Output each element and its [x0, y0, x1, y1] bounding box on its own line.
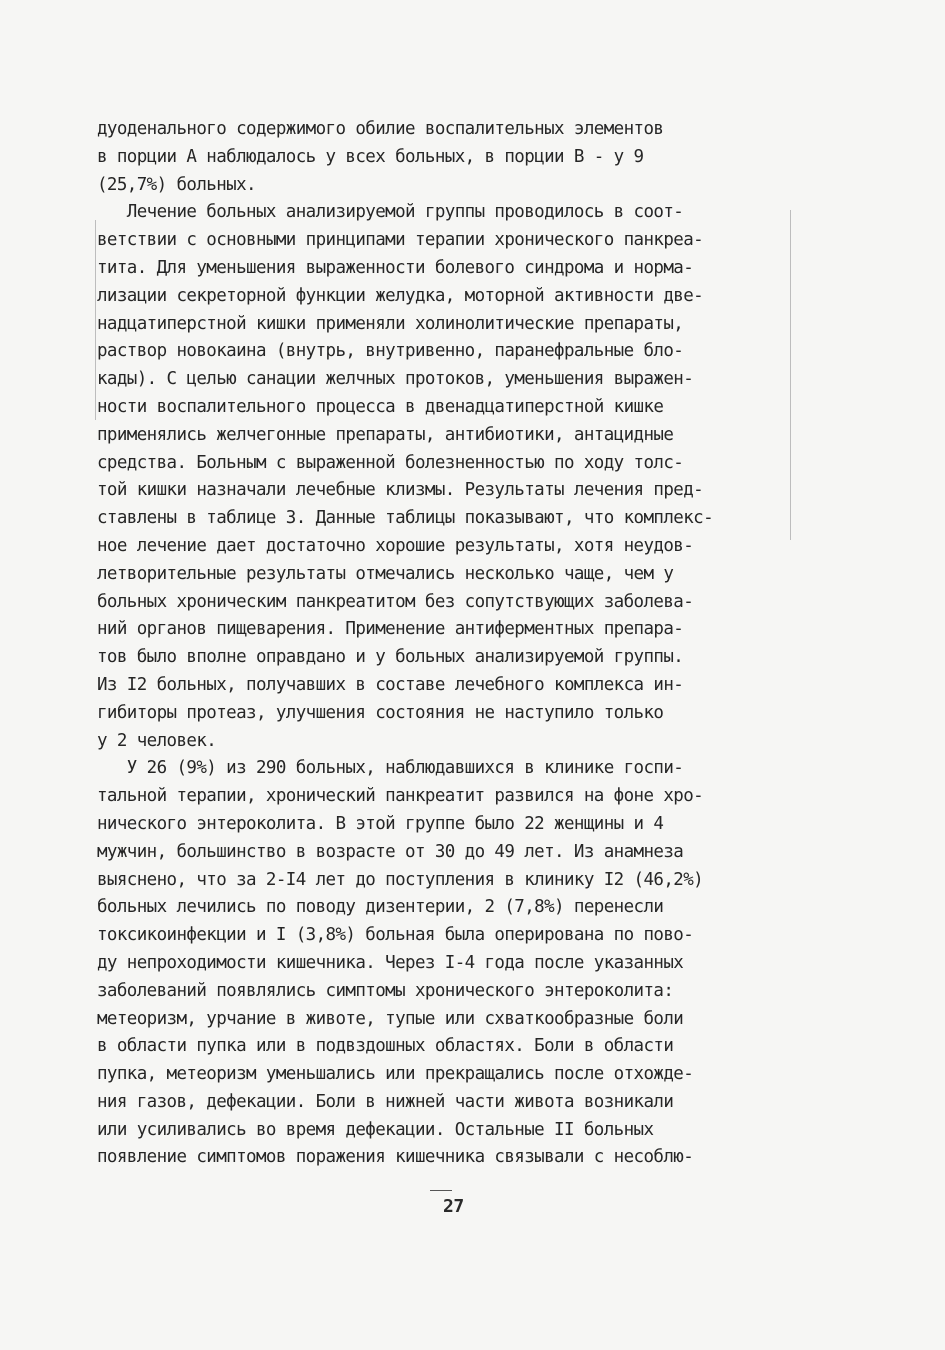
text-line: ставлены в таблице 3. Данные таблицы показывают, что комплекс- [97, 508, 714, 529]
text-line: метеоризм, урчание в животе, тупые или схваткообразные боли [97, 1008, 684, 1029]
page-number-divider [430, 1190, 452, 1191]
text-line: пупка, метеоризм уменьшались или прекращались после отхожде- [97, 1064, 694, 1085]
text-line: летворительные результаты отмечались несколько чаще, чем у [97, 563, 674, 584]
text-line: тита. Для уменьшения выраженности болевого синдрома и норма- [97, 257, 694, 278]
text-line: у 2 человек. [97, 730, 217, 751]
text-line: Лечение больных анализируемой группы проводилось в соот- [97, 202, 684, 223]
text-line: ветствии с основными принципами терапии хронического панкреа- [97, 230, 704, 251]
text-line: в порции А наблюдалось у всех больных, в порции В - у 9 [97, 146, 644, 167]
text-line: заболеваний появлялись симптомы хронического энтероколита: [97, 980, 674, 1001]
text-line: мужчин, большинство в возрасте от 30 до 49 лет. Из анамнеза [97, 841, 684, 862]
text-line: ности воспалительного процесса в двенадцатиперстной кишке [97, 396, 664, 417]
text-line: токсикоинфекции и I (3,8%) больная была оперирована по пово- [97, 925, 694, 946]
text-line: (25,7%) больных. [97, 174, 256, 195]
text-line: выяснено, что за 2-I4 лет до поступления в клинику I2 (46,2%) [97, 869, 704, 890]
left-margin-mark [95, 220, 96, 420]
text-line: У 26 (9%) из 290 больных, наблюдавшихся в клинике госпи- [97, 758, 684, 779]
text-line: раствор новокаина (внутрь, внутривенно, паранефральные бло- [97, 341, 684, 362]
text-line: тальной терапии, хронический панкреатит развился на фоне хро- [97, 786, 704, 807]
text-line: появление симптомов поражения кишечника связывали с несоблю- [97, 1147, 694, 1168]
text-line: ний органов пищеварения. Применение антиферментных препара- [97, 619, 684, 640]
text-line: средства. Больным с выраженной болезненностью по ходу толс- [97, 452, 684, 473]
text-line: лизации секреторной функции желудка, моторной активности две- [97, 285, 704, 306]
text-line: тов было вполне оправдано и у больных анализируемой группы. [97, 647, 684, 668]
text-line: надцатиперстной кишки применяли холинолитические препараты, [97, 313, 684, 334]
text-line: кады). С целью санации желчных протоков, уменьшения выражен- [97, 369, 694, 390]
text-line: ное лечение дает достаточно хорошие результаты, хотя неудов- [97, 535, 694, 556]
text-line: дуоденального содержимого обилие воспалительных элементов [97, 119, 664, 139]
text-line: ду непроходимости кишечника. Через I-4 года после указанных [97, 952, 684, 973]
right-margin-mark [790, 210, 791, 540]
text-line: нического энтероколита. В этой группе было 22 женщины и 4 [97, 813, 664, 834]
text-line: той кишки назначали лечебные клизмы. Результаты лечения пред- [97, 480, 704, 501]
text-line: или усиливались во время дефекации. Остальные II больных [97, 1119, 654, 1140]
page-number: 27 [443, 1196, 464, 1217]
text-line: применялись желчегонные препараты, антибиотики, антацидные [97, 424, 674, 445]
text-line: в области пупка или в подвздошных областях. Боли в области [97, 1036, 674, 1057]
body-text [97, 116, 817, 1172]
text-line: больных хроническим панкреатитом без сопутствующих заболева- [97, 591, 694, 612]
text-line: больных лечились по поводу дизентерии, 2 (7,8%) перенесли [97, 897, 664, 918]
text-line: Из I2 больных, получавших в составе лечебного комплекса ин- [97, 674, 684, 695]
text-line: ния газов, дефекации. Боли в нижней части живота возникали [97, 1091, 674, 1112]
text-line: гибиторы протеаз, улучшения состояния не наступило только [97, 702, 664, 723]
